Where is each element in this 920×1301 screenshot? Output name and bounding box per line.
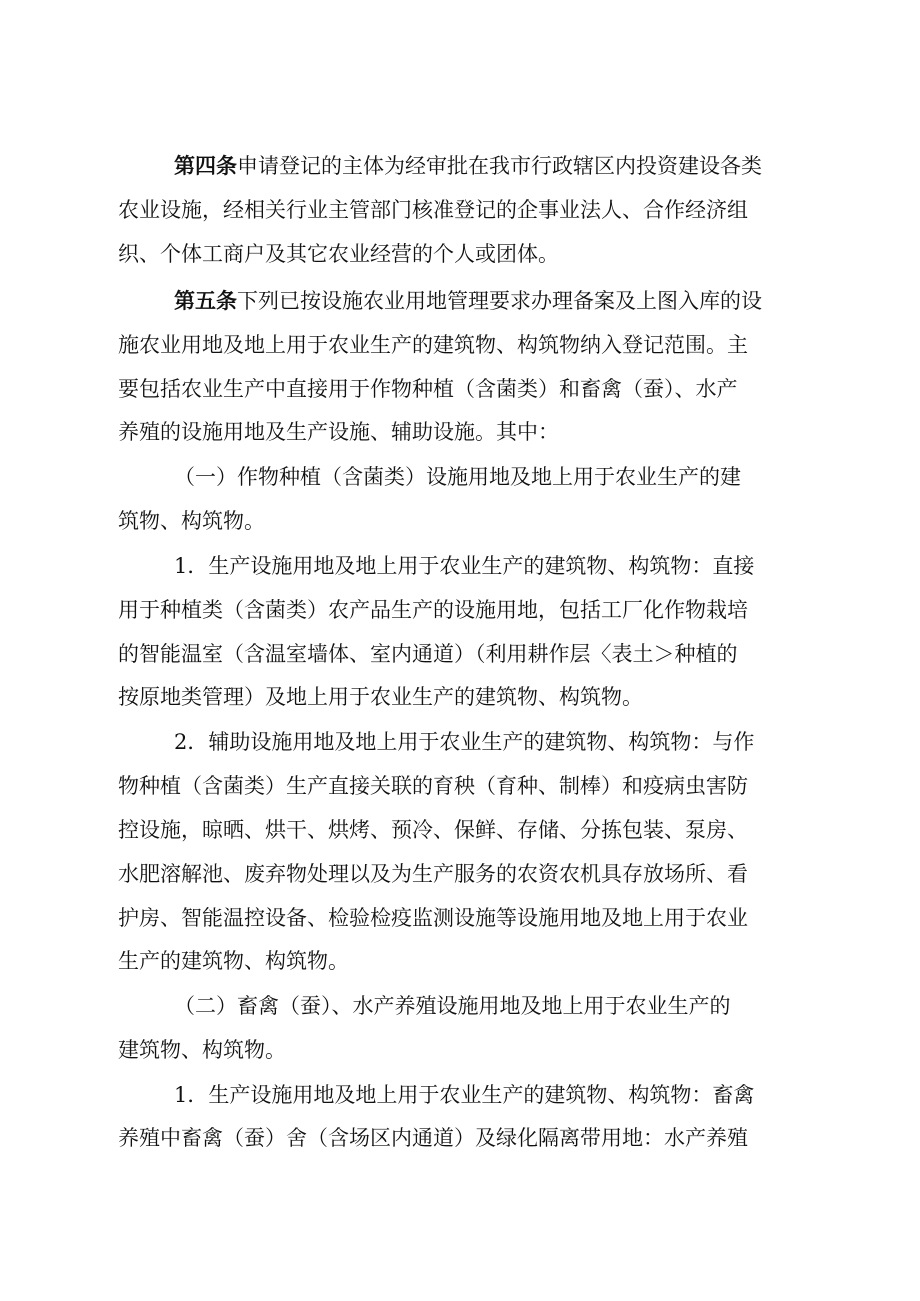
section-1-item-1-line-1: 1．生产设施用地及地上用于农业生产的建筑物、构筑物：直接 [174, 554, 755, 578]
section-1-item-2-line-3: 控设施，晾晒、烘干、烘烤、预冷、保鲜、存储、分拣包装、泵房、 [118, 818, 748, 842]
paragraph-text: 申请登记的主体为经审批在我市行政辖区内投资建设各类 [237, 154, 762, 178]
section-1-line-2: 筑物、构筑物。 [118, 509, 265, 533]
article-4-line-2: 农业设施，经相关行业主管部门核准登记的企事业法人、合作经济组 [118, 198, 748, 222]
article-5-line-4: 养殖的设施用地及生产设施、辅助设施。其中： [118, 420, 559, 444]
article-5-line-2: 施农业用地及地上用于农业生产的建筑物、构筑物纳入登记范围。主 [118, 333, 748, 357]
article-5-line-1 [174, 287, 762, 315]
article-4-line-1 [174, 152, 762, 180]
section-1-item-2-line-4: 水肥溶解池、废弃物处理以及为生产服务的农资农机具存放场所、看 [118, 862, 748, 886]
section-2-item-1-line-2: 养殖中畜禽（蚕）舍（含场区内通道）及绿化隔离带用地：水产养殖 [118, 1126, 748, 1150]
article-5-line-3: 要包括农业生产中直接用于作物种植（含菌类）和畜禽（蚕）、水产 [118, 377, 738, 401]
section-1-item-2-line-1: 2．辅助设施用地及地上用于农业生产的建筑物、构筑物：与作 [174, 730, 755, 754]
article-label: 第四条 [174, 153, 237, 178]
article-4-line-3: 织、个体工商户及其它农业经营的个人或团体。 [118, 242, 559, 266]
article-label: 第五条 [174, 288, 237, 313]
section-1-item-2-line-6: 生产的建筑物、构筑物。 [118, 949, 349, 973]
section-1-item-2-line-5: 护房、智能温控设备、检验检疫监测设施等设施用地及地上用于农业 [118, 906, 748, 930]
section-1-item-1-line-4: 按原地类管理）及地上用于农业生产的建筑物、构筑物。 [118, 685, 643, 709]
section-1-item-1-line-2: 用于种植类（含菌类）农产品生产的设施用地，包括工厂化作物栽培 [118, 598, 748, 622]
paragraph-text: 下列已按设施农业用地管理要求办理备案及上图入库的设 [237, 289, 762, 313]
section-1-line-1: （一）作物种植（含菌类）设施用地及地上用于农业生产的建 [174, 465, 741, 489]
section-2-line-2: 建筑物、构筑物。 [118, 1038, 286, 1062]
section-2-line-1: （二）畜禽（蚕）、水产养殖设施用地及地上用于农业生产的 [174, 994, 731, 1018]
section-1-item-1-line-3: 的智能温室（含温室墙体、室内通道）（利用耕作层〈表土＞种植的 [118, 642, 738, 666]
section-2-item-1-line-1: 1．生产设施用地及地上用于农业生产的建筑物、构筑物：畜禽 [174, 1083, 755, 1107]
section-1-item-2-line-2: 物种植（含菌类）生产直接关联的育秧（育种、制棒）和疫病虫害防 [118, 774, 748, 798]
